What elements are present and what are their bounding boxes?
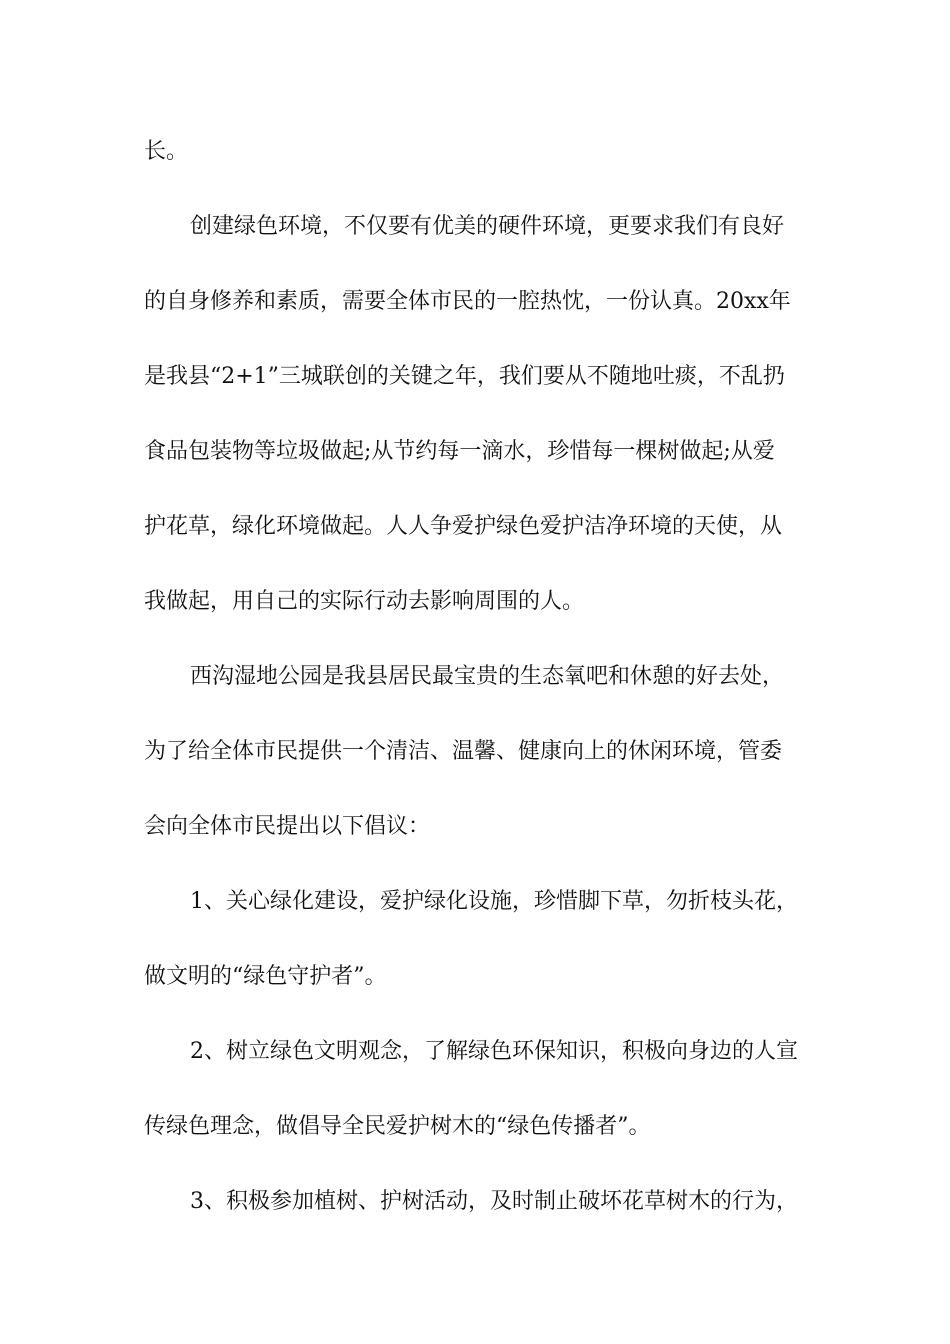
text-line-12: 做文明的“绿色守护者”。	[144, 964, 387, 989]
text-line-3: 的自身修养和素质，需要全体市民的一腔热忱，一份认真。20xx年	[144, 289, 791, 314]
text-line-2: 创建绿色环境，不仅要有优美的硬件环境，更要求我们有良好	[190, 214, 785, 239]
text-line-11: 1、关心绿化建设，爱护绿化设施，珍惜脚下草，勿折枝头花，	[190, 889, 798, 914]
text-line-13: 2、树立绿色文明观念，了解绿色环保知识，积极向身边的人宣	[190, 1039, 798, 1064]
text-line-1: 长。	[144, 139, 189, 164]
text-line-4: 是我县“2+1”三城联创的关键之年，我们要从不随地吐痰，不乱扔	[144, 364, 785, 389]
text-line-14: 传绿色理念，做倡导全民爱护树木的“绿色传播者”。	[144, 1114, 651, 1139]
text-line-10: 会向全体市民提出以下倡议：	[144, 814, 431, 839]
text-line-6: 护花草，绿化环境做起。人人争爱护绿色爱护洁净环境的天使，从	[144, 514, 783, 539]
text-line-9: 为了给全体市民提供一个清洁、温馨、健康向上的休闲环境，管委	[144, 739, 783, 764]
text-line-5: 食品包装物等垃圾做起;从节约每一滴水，珍惜每一棵树做起;从爱	[144, 439, 775, 464]
text-line-15: 3、积极参加植树、护树活动，及时制止破坏花草树木的行为，	[190, 1189, 798, 1214]
text-line-7: 我做起，用自己的实际行动去影响周围的人。	[144, 589, 585, 614]
text-line-8: 西沟湿地公园是我县居民最宝贵的生态氧吧和休憩的好去处，	[190, 664, 785, 689]
